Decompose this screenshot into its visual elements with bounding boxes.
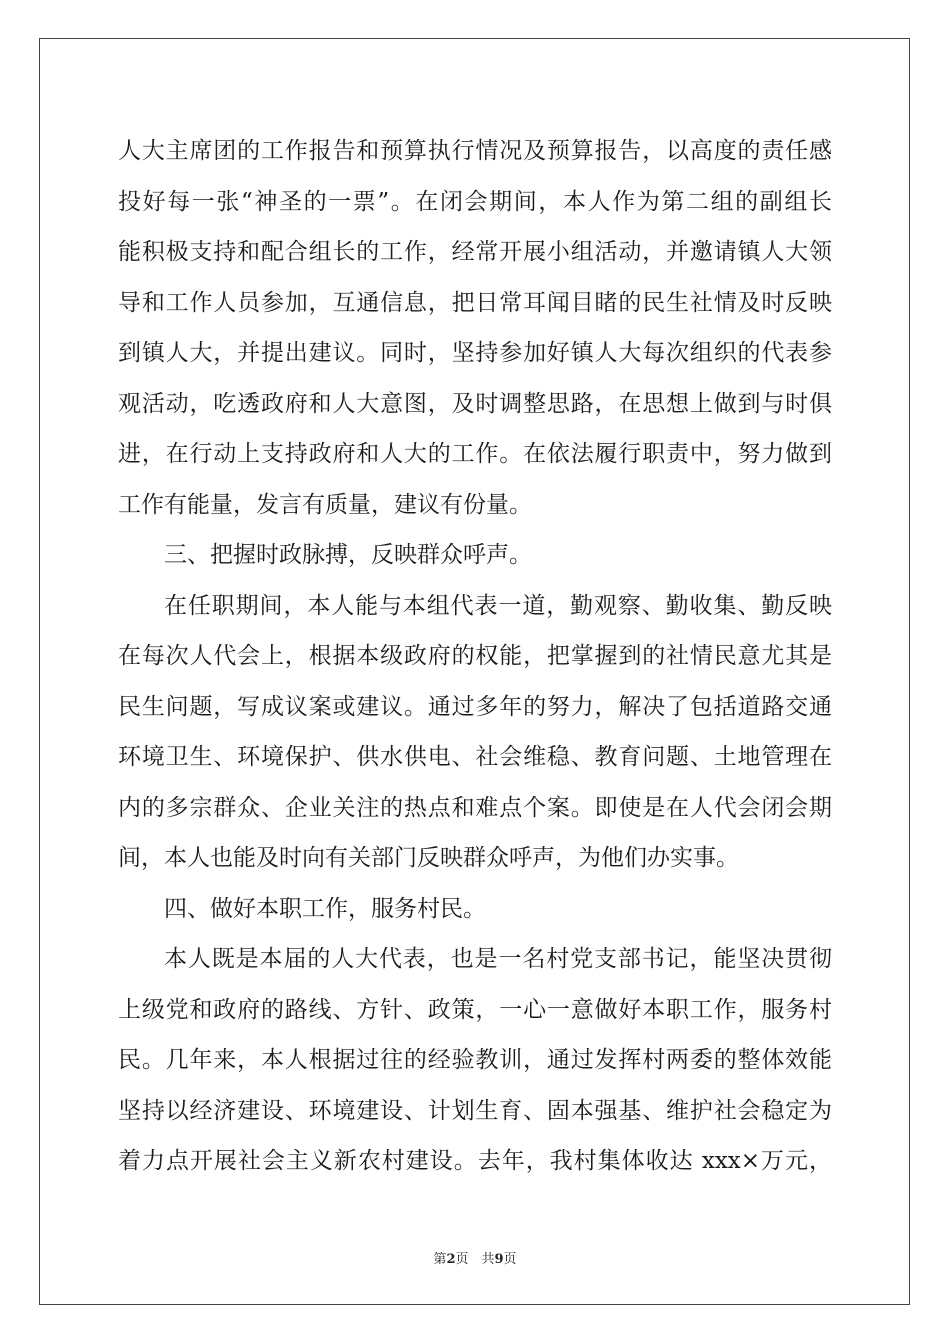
text-line: 环境卫生、环境保护、供水供电、社会维稳、教育问题、土地管理在	[118, 744, 832, 770]
footer-total-suffix: 页	[503, 1252, 517, 1267]
text-line: 间，本人也能及时向有关部门反映群众呼声，为他们办实事。	[118, 845, 739, 871]
page-footer	[0, 1248, 950, 1267]
text-line: 内的多宗群众、企业关注的热点和难点个案。即使是在人代会闭会期	[118, 794, 832, 821]
text-line: 到镇人大，并提出建议。同时，坚持参加好镇人大每次组织的代表参	[118, 340, 832, 366]
text-line: 投好每一张“神圣的一票”。在闭会期间，本人作为第二组的副组长	[118, 188, 832, 215]
total-page-number: 9	[494, 1252, 504, 1267]
text-line: 观活动，吃透政府和人大意图，及时调整思路，在思想上做到与时俱	[118, 390, 832, 417]
text-line: 着力点开展社会主义新农村建设。去年，我村集体收达 xxx×万元，	[118, 1148, 832, 1174]
text-line: 民。几年来，本人根据过往的经验教训，通过发挥村两委的整体效能	[118, 1047, 832, 1073]
text-line: 民生问题，写成议案或建议。通过多年的努力，解决了包括道路交通	[118, 693, 832, 720]
document-body	[118, 126, 832, 1187]
text-line: 坚持以经济建设、环境建设、计划生育、固本强基、维护社会稳定为	[118, 1097, 832, 1124]
section-heading: 四、做好本职工作，服务村民。	[164, 895, 486, 922]
section-heading: 三、把握时政脉搏，反映群众呼声。	[164, 542, 532, 568]
text-line: 人大主席团的工作报告和预算执行情况及预算报告，以高度的责任感	[118, 138, 832, 164]
text-line: 本人既是本届的人大代表，也是一名村党支部书记，能坚决贯彻	[164, 946, 832, 972]
text-line: 在任职期间，本人能与本组代表一道，勤观察、勤收集、勤反映	[164, 592, 832, 619]
footer-prefix: 第	[433, 1252, 447, 1267]
text-line: 上级党和政府的路线、方针、政策，一心一意做好本职工作，服务村	[118, 996, 832, 1023]
current-page-number: 2	[446, 1252, 456, 1267]
text-line: 在每次人代会上，根据本级政府的权能，把掌握到的社情民意尤其是	[118, 643, 832, 669]
text-line: 能积极支持和配合组长的工作，经常开展小组活动，并邀请镇人大领	[118, 239, 832, 265]
footer-page-suffix: 页 共	[455, 1252, 495, 1267]
text-line: 导和工作人员参加，互通信息，把日常耳闻目睹的民生社情及时反映	[118, 289, 832, 316]
text-line: 工作有能量，发言有质量，建议有份量。	[118, 491, 532, 518]
text-line: 进，在行动上支持政府和人大的工作。在依法履行职责中，努力做到	[118, 441, 832, 467]
